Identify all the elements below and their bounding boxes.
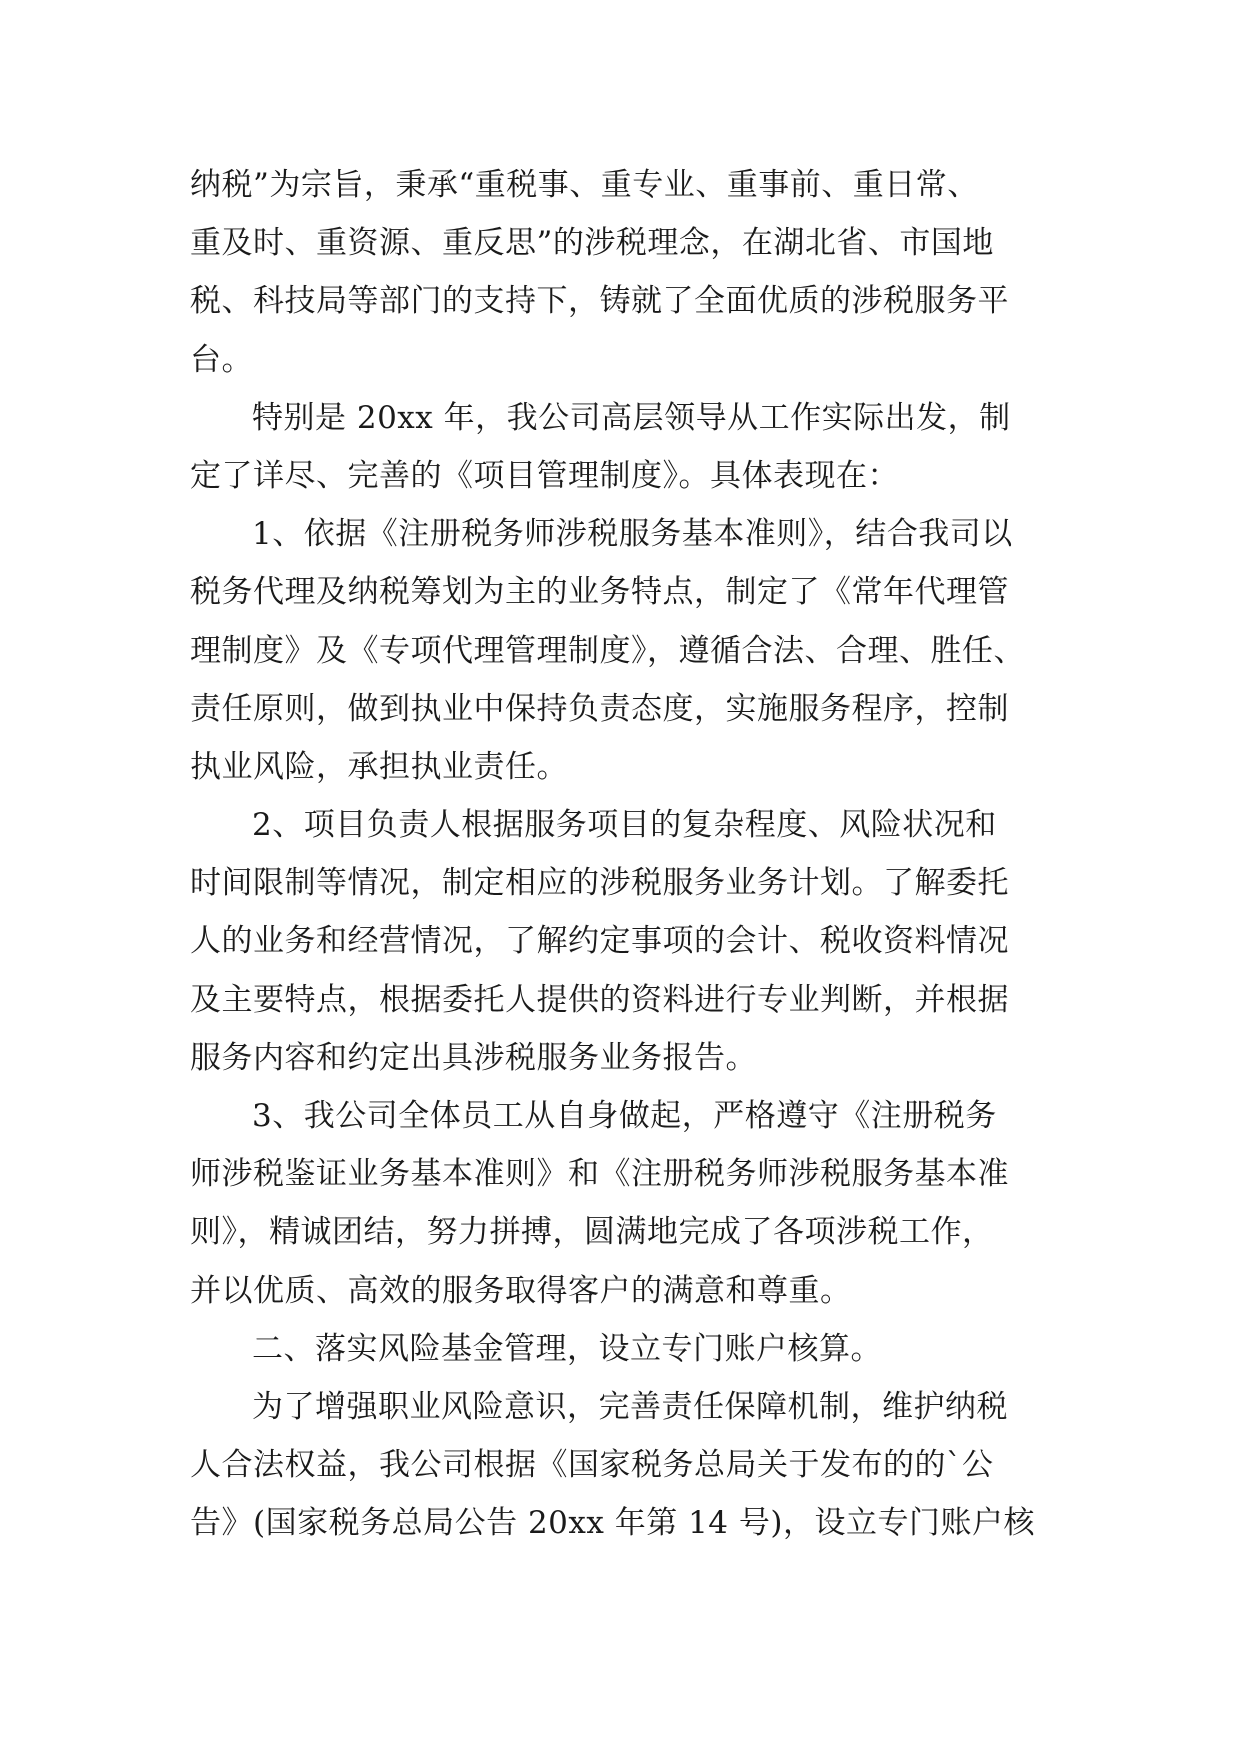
text-line: 为了增强职业风险意识，完善责任保障机制，维护纳税: [252, 1388, 1008, 1425]
text-line: 服务内容和约定出具涉税服务业务报告。: [190, 1039, 757, 1076]
text-line: 二、落实风险基金管理，设立专门账户核算。: [252, 1330, 882, 1367]
text-line: 3、我公司全体员工从自身做起，严格遵守《注册税务: [252, 1098, 997, 1134]
text-line: 1、依据《注册税务师涉税服务基本准则》，结合我司以: [252, 516, 1013, 553]
text-line: 人合法权益，我公司根据《国家税务总局关于发布的的`公: [190, 1447, 994, 1484]
text-line: 责任原则，做到执业中保持负责态度，实施服务程序，控制: [190, 690, 1009, 727]
text-line: 税务代理及纳税筹划为主的业务特点，制定了《常年代理管: [190, 574, 1009, 611]
text-line: 税、科技局等部门的支持下，铸就了全面优质的涉税服务平: [190, 283, 1009, 320]
text-line: 则》，精诚团结，努力拼搏，圆满地完成了各项涉税工作，: [190, 1214, 994, 1251]
text-line: 定了详尽、完善的《项目管理制度》。具体表现在：: [190, 457, 899, 494]
text-line: 2、项目负责人根据服务项目的复杂程度、风险状况和: [252, 807, 997, 844]
text-line: 并以优质、高效的服务取得客户的满意和尊重。: [190, 1272, 852, 1309]
text-line: 特别是 20xx 年，我公司高层领导从工作实际出发，制: [252, 399, 1011, 436]
text-line: 告》(国家税务总局公告 20xx 年第 14 号)，设立专门账户核: [190, 1505, 1035, 1542]
text-line: 及主要特点，根据委托人提供的资料进行专业判断，并根据: [190, 981, 1009, 1018]
text-line: 重及时、重资源、重反思”的涉税理念，在湖北省、市国地: [190, 225, 994, 262]
body-text: [190, 156, 1070, 1553]
text-line: 理制度》及《专项代理管理制度》，遵循合法、合理、胜任、: [190, 632, 1025, 669]
text-line: 纳税”为宗旨，秉承“重税事、重专业、重事前、重日常、: [190, 167, 979, 203]
text-line: 台。: [190, 341, 253, 378]
text-line: 师涉税鉴证业务基本准则》和《注册税务师涉税服务基本准: [190, 1156, 1009, 1193]
text-line: 人的业务和经营情况，了解约定事项的会计、税收资料情况: [190, 923, 1009, 960]
text-line: 时间限制等情况，制定相应的涉税服务业务计划。了解委托: [190, 865, 1009, 902]
text-line: 执业风险，承担执业责任。: [190, 748, 568, 785]
